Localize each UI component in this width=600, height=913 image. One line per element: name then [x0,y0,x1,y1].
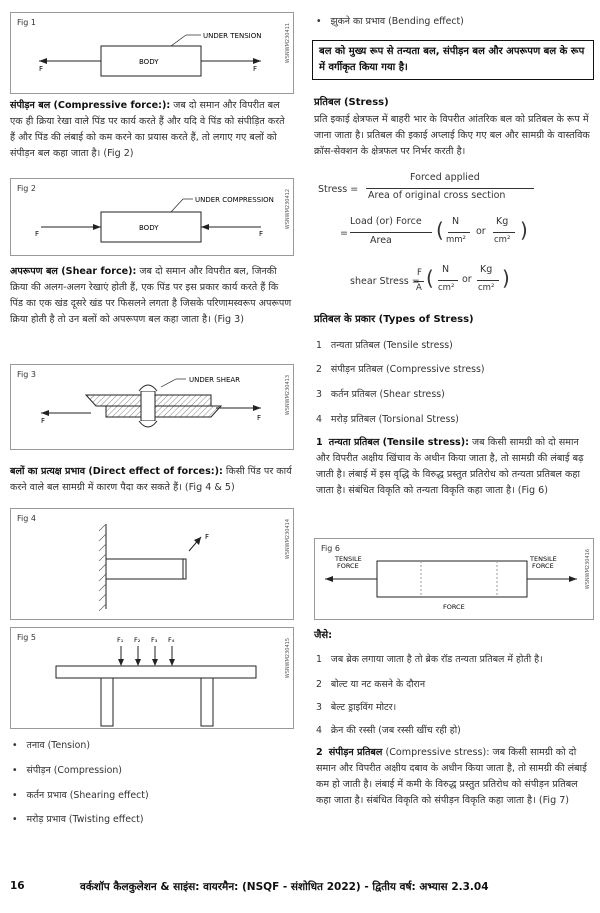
list-item [316,677,425,690]
figure-3 [10,364,294,450]
list-item-text: संपीड़न प्रतिबल (Compressive stress) [330,364,485,375]
compressive-force-paragraph [10,98,292,162]
force-label: F₃ [151,636,158,644]
compressive-force-title: संपीड़न बल (Compressive force:): [10,100,171,111]
tensile-stress-text: जब किसी सामग्री को दो समान और विपरीत अक्षीय खिंचाव के अधीन किया जाता है, तो सामग्री की लंबाई बढ़ जाती है। लंबाई में इस वृद्धि के विरुद्ध प्रस्तुत प्रतिरोध को तन्यता प्रतिबल कहा जाता है। संबंधित विकृति को तन्यता विकृति कहा जाता है। (Fig 6) [316,437,584,496]
list-item: • झुकने का प्रभाव (Bending effect) [316,16,464,27]
shear-force-text: जब दो समान और विपरीत बल, जिनकी क्रिया की अलग-अलग रेखाएं होती हैं, एक पिंड पर इस प्रकार कार्य करते हैं कि पिंड का एक खंड दूसरे खंड पर फिसलने लगता है जिसके परिणामस्वरूप अपरूपण क्रिया होती है तो उन बलों को अपरूपण बल कहा जाता है। (Fig 3) [10,266,292,325]
force-label: F [253,65,258,73]
tensile-stress-title: तन्यता प्रतिबल (Tensile stress): [328,437,469,448]
tension-diagram [11,13,293,93]
list-item [316,652,543,665]
shear-stress-formula [350,266,590,300]
figure-code: WSNWM230415 [285,638,291,679]
figure-6 [314,538,594,620]
stress-formula-2 [340,218,590,252]
unit-denominator: cm² [478,283,495,293]
paren-open: ( [436,218,444,242]
stress-formula [318,172,598,206]
list-item-text: बेल्ट ड्राइविंग मोटर। [330,702,397,713]
list-item-text: बोल्ट या नट कसने के दौरान [330,679,426,690]
list-item: • मरोड़ प्रभाव (Twisting effect) [12,814,144,825]
force-label: F [259,230,264,238]
unit-bar [477,280,499,281]
list-number: 2 [316,364,322,375]
list-number: 1 [316,654,322,665]
list-item-text: तन्यता प्रतिबल (Tensile stress) [330,340,453,351]
figure-5 [10,627,294,729]
unit-bar [448,232,470,233]
formula-lhs: = [340,228,348,239]
figure-label: Fig 2 [17,184,36,193]
formula-denominator: Area of original cross section [368,190,506,201]
list-item-text: झुकने का प्रभाव (Bending effect) [330,16,464,27]
list-number: 3 [316,389,322,400]
unit-bar [493,232,515,233]
tensile-diagram [315,539,593,619]
formula-bar [350,232,432,233]
figure-code: WSNWM230413 [285,375,291,416]
list-number: 4 [316,725,322,736]
force-label: F [205,533,210,541]
unit-numerator: Kg [480,264,493,275]
direct-effect-title: बलों का प्रत्यक्ष प्रभाव (Direct effect of forces:): [10,466,223,477]
tensile-force-right: TENSILE FORCE [530,555,557,570]
force-label: F [35,230,40,238]
figure-label: Fig 5 [17,633,36,642]
compressive-stress-text: (Compressive stress): जब किसी सामग्री को दो समान और विपरीत अक्षीय दबाव के अधीन किया जाता है, तो सामग्री की लंबाई कम हो जाती है। लंबाई में कमी के विरुद्ध प्रस्तुत प्रतिरोध को संपीड़न प्रतिबल कहा जाता है। संबंधित विकृति को संपीड़न विकृति कहा जाता है। (Fig 7) [316,747,587,806]
footer-text: वर्कशॉप कैलकुलेशन & साइंस: वायरमैन: (NSQF - संशोधित 2022) - द्वितीय वर्ष: अभ्यास 2.3.04 [80,881,489,893]
body-label: BODY [139,224,159,232]
unit-numerator: Kg [496,216,509,227]
figure-label: Fig 4 [17,514,36,523]
examples-heading: जैसे: [314,630,333,641]
list-item [316,338,453,351]
formula-denominator: A [416,283,422,293]
paren-close: ) [520,218,528,242]
list-item [316,387,445,400]
compression-diagram [11,179,293,255]
list-item-text: क्रेन की रस्सी (जब रस्सी खींच रही हो) [330,725,461,736]
list-number: 4 [316,414,322,425]
stress-heading: प्रतिबल (Stress) [314,97,389,108]
unit-denominator: cm² [494,235,511,245]
list-item [316,362,485,375]
unit-bar [438,280,458,281]
list-item: • तनाव (Tension) [12,740,90,751]
or-text: or [476,226,486,237]
beam-diagram [11,628,293,728]
list-item-text: जब ब्रेक लगाया जाता है तो ब्रेक रॉड तन्यता प्रतिबल में होती है। [330,654,543,665]
formula-bar [414,281,424,282]
list-item-text: मरोड़ प्रतिबल (Torsional Stress) [330,414,459,425]
figure-2 [10,178,294,256]
force-label: F₁ [117,636,124,644]
classification-note [312,40,594,80]
tension-tag: UNDER TENSION [203,32,262,40]
compressive-stress-title: संपीड़न प्रतिबल [328,747,383,758]
body-label: BODY [139,58,159,66]
figure-code: WSNWM230411 [285,23,291,64]
page-number: 16 [10,880,25,892]
list-item-text: मरोड़ प्रभाव (Twisting effect) [26,814,144,825]
figure-1 [10,12,294,94]
list-item-text: कर्तन प्रतिबल (Shear stress) [330,389,445,400]
compressive-force-text: जब दो समान और विपरीत बल एक ही क्रिया रेखा वाले पिंड पर कार्य करते हैं और यदि वे पिंड को संपीड़ित करते हैं और पिंड की लंबाई को कम करने का प्रयास करते हैं, तो लगाए गए बलों को संपीड़न बल कहा जाता है। (Fig 2) [10,100,285,159]
figure-label: Fig 6 [321,544,340,553]
formula-bar [366,188,534,189]
tensile-stress-paragraph [316,435,592,499]
force-label: F₂ [134,636,141,644]
compressive-stress-paragraph [316,745,592,809]
list-number: 3 [316,702,322,713]
figure-code: WSNWM230416 [585,549,591,590]
list-item [316,700,396,713]
list-item [316,412,459,425]
list-item: • संपीड़न (Compression) [12,765,122,776]
shear-force-paragraph [10,264,292,328]
formula-numerator: Load (or) Force [350,216,422,227]
formula-denominator: Area [370,235,392,246]
figure-code: WSNWM230412 [285,189,291,230]
shear-tag: UNDER SHEAR [189,376,241,384]
paren-close: ) [502,266,510,290]
force-bottom-label: FORCE [443,603,465,611]
stress-paragraph [314,112,594,160]
force-label: F [257,414,262,422]
list-number: 2 [316,679,322,690]
force-label: F [41,417,46,425]
direct-effect-paragraph [10,464,292,496]
classification-note-text: बल को मुख्य रूप से तन्यता बल, संपीड़न बल और अपरूपण बल के रूप में वर्गीकृत किया गया है। [319,46,585,73]
figure-label: Fig 1 [17,18,36,27]
force-label: F₄ [168,636,175,644]
direct-effect-text: किसी पिंड पर कार्य करने वाले बल सामग्री में कारण पैदा कर सकते हैं। (Fig 4 & 5) [10,466,292,493]
or-text: or [462,274,472,285]
list-item: • कर्तन प्रभाव (Shearing effect) [12,790,149,801]
tensile-force-left: TENSILE FORCE [335,555,362,570]
bending-diagram [11,509,293,619]
list-number: 2 [316,747,323,758]
unit-numerator: N [452,216,460,227]
figure-4 [10,508,294,620]
figure-code: WSNWM230414 [285,519,291,560]
paren-open: ( [426,266,434,290]
list-item [316,723,461,736]
figure-label: Fig 3 [17,370,36,379]
list-item-text: संपीड़न (Compression) [26,765,122,776]
types-heading: प्रतिबल के प्रकार (Types of Stress) [314,314,474,325]
page-footer [10,880,590,892]
unit-denominator: mm² [446,235,466,245]
stress-text: प्रति इकाई क्षेत्रफल में बाहरी भार के विपरीत आंतरिक बल को प्रतिबल के रूप में जाना जाता है। प्रतिबल की इकाई अप्लाई किए गए बल और सामग्री के वास्तविक क्रॉस-सेक्शन के क्षेत्रफल पर निर्भर करती है। [314,114,590,157]
list-number: 1 [316,437,323,448]
formula-lhs: Stress = [318,184,359,195]
formula-numerator: F [417,268,422,278]
force-label: F [39,65,44,73]
list-item-text: तनाव (Tension) [26,740,90,751]
formula-lhs: shear Stress = [350,276,420,287]
shear-diagram [11,365,293,449]
unit-numerator: N [442,264,450,275]
formula-numerator: Forced applied [410,172,480,183]
compression-tag: UNDER COMPRESSION [195,196,274,204]
list-item-text: कर्तन प्रभाव (Shearing effect) [26,790,149,801]
list-number: 1 [316,340,322,351]
unit-denominator: cm² [438,283,455,293]
shear-force-title: अपरूपण बल (Shear force): [10,266,137,277]
